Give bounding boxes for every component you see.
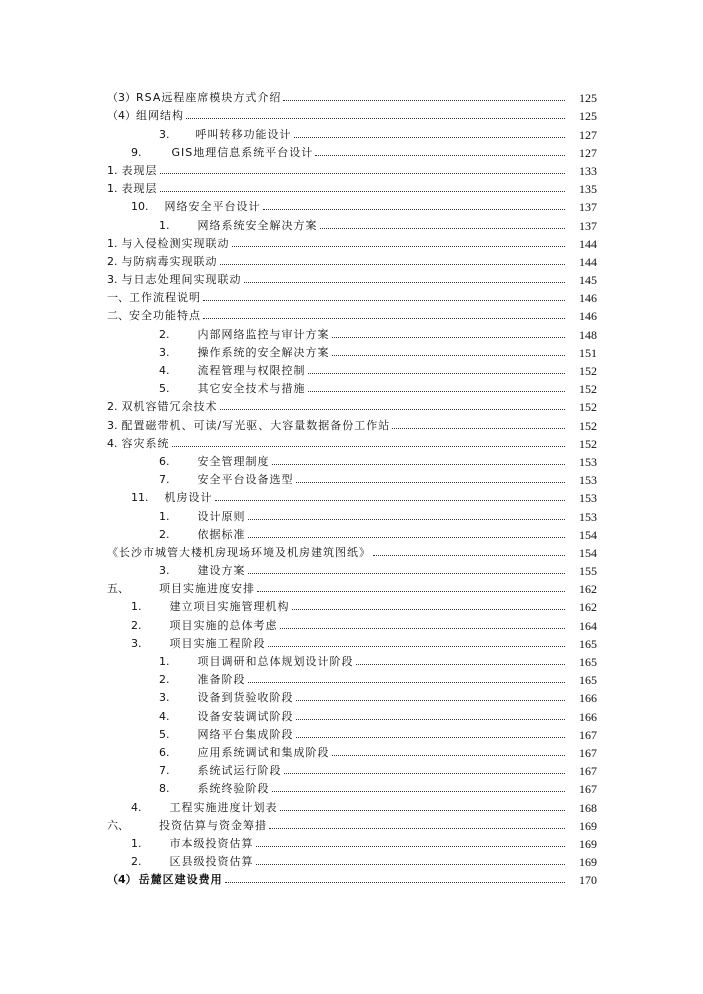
toc-dot-leader bbox=[232, 246, 566, 247]
toc-entry-title: 应用系统调试和集成阶段 bbox=[197, 745, 330, 759]
toc-dot-leader bbox=[296, 700, 566, 701]
toc-entry-lead bbox=[107, 347, 330, 359]
toc-entry-lead bbox=[107, 511, 246, 523]
toc-dot-leader bbox=[269, 828, 565, 829]
toc-entry-lead bbox=[107, 856, 254, 868]
toc-entry-number: 5. bbox=[159, 727, 170, 741]
toc-entry[interactable] bbox=[107, 213, 597, 231]
toc-dot-leader bbox=[172, 446, 566, 447]
toc-entry-lead bbox=[107, 547, 371, 559]
toc-entry-page-number: 125 bbox=[579, 91, 597, 106]
toc-entry-lead bbox=[107, 147, 313, 159]
toc-entry-title: 与入侵检测实现联动 bbox=[121, 236, 230, 250]
toc-entry-page-number: 153 bbox=[579, 454, 597, 469]
toc-dot-leader bbox=[160, 191, 566, 192]
toc-entry-title: 操作系统的安全解决方案 bbox=[197, 345, 330, 359]
toc-entry[interactable] bbox=[107, 686, 597, 704]
toc-entry-number: 6. bbox=[159, 454, 170, 468]
toc-entry-lead bbox=[107, 310, 201, 322]
toc-entry-number: 2. bbox=[159, 673, 170, 687]
toc-entry-title: 表现层 bbox=[121, 182, 158, 196]
toc-entry-title: 设计原则 bbox=[197, 509, 246, 523]
toc-entry-lead bbox=[107, 292, 201, 304]
toc-entry-lead bbox=[107, 110, 184, 122]
toc-entry-title: 建立项目实施管理机构 bbox=[169, 600, 290, 614]
toc-entry-title: 网络系统安全解决方案 bbox=[197, 218, 318, 232]
toc-dot-leader bbox=[244, 282, 566, 283]
toc-dot-leader bbox=[332, 337, 566, 338]
toc-dot-leader bbox=[248, 573, 566, 574]
toc-entry-lead bbox=[107, 692, 294, 704]
toc-entry[interactable] bbox=[107, 141, 597, 159]
toc-entry-title: 配置磁带机、可读/写光驱、大容量数据备份工作站 bbox=[121, 418, 391, 432]
toc-entry-lead bbox=[107, 201, 261, 213]
toc-entry-title: 项目实施工程阶段 bbox=[169, 636, 266, 650]
toc-entry-title: 网络安全平台设计 bbox=[164, 200, 261, 214]
toc-entry-number: 一、 bbox=[107, 291, 129, 305]
toc-entry[interactable] bbox=[107, 232, 597, 250]
toc-entry-title: 流程管理与权限控制 bbox=[197, 364, 306, 377]
toc-dot-leader bbox=[257, 591, 565, 592]
toc-dot-leader bbox=[268, 646, 566, 647]
toc-entry[interactable] bbox=[107, 250, 597, 268]
toc-entry-lead bbox=[107, 802, 278, 814]
toc-entry-lead bbox=[107, 838, 254, 850]
toc-entry-number: （4） bbox=[107, 873, 137, 887]
toc-dot-leader bbox=[332, 755, 566, 756]
toc-dot-leader bbox=[220, 264, 566, 265]
toc-entry[interactable] bbox=[107, 468, 597, 486]
toc-entry[interactable] bbox=[107, 723, 597, 741]
toc-entry-number: 2. bbox=[159, 527, 170, 541]
toc-entry[interactable] bbox=[107, 377, 597, 395]
table-of-contents bbox=[107, 86, 597, 886]
toc-entry[interactable] bbox=[107, 177, 597, 195]
toc-entry[interactable] bbox=[107, 304, 597, 322]
toc-entry-page-number: 146 bbox=[579, 291, 597, 306]
toc-entry-lead bbox=[107, 565, 246, 577]
toc-dot-leader bbox=[203, 318, 565, 319]
toc-entry-number: 1. bbox=[107, 182, 118, 196]
toc-dot-leader bbox=[294, 137, 566, 138]
toc-entry-page-number: 165 bbox=[579, 636, 597, 651]
toc-entry-number: 2. bbox=[131, 618, 142, 632]
toc-entry-title: 项目调研和总体规划设计阶段 bbox=[197, 655, 354, 668]
toc-entry[interactable] bbox=[107, 286, 597, 304]
toc-entry-lead bbox=[107, 420, 390, 432]
toc-entry[interactable] bbox=[107, 814, 597, 832]
toc-dot-leader bbox=[284, 773, 566, 774]
toc-entry-title: 网络平台集成阶段 bbox=[197, 727, 294, 741]
toc-entry-title: 双机容错冗余技术 bbox=[121, 400, 218, 414]
toc-entry-page-number: 151 bbox=[579, 345, 597, 360]
toc-entry-title: 依据标准 bbox=[197, 527, 246, 541]
toc-entry-title: 安全功能特点 bbox=[129, 309, 201, 323]
toc-entry[interactable] bbox=[107, 341, 597, 359]
toc-entry[interactable] bbox=[107, 777, 597, 795]
toc-entry[interactable] bbox=[107, 595, 597, 613]
toc-entry-number: 1. bbox=[159, 655, 170, 668]
toc-entry-title: 系统终验阶段 bbox=[197, 782, 270, 796]
toc-entry-page-number: 148 bbox=[579, 327, 597, 342]
toc-entry[interactable] bbox=[107, 486, 597, 504]
toc-entry[interactable] bbox=[107, 577, 597, 595]
toc-entry-title: GIS地理信息系统平台设计 bbox=[171, 145, 314, 159]
toc-entry-title: 与防病毒实现联动 bbox=[121, 254, 218, 268]
toc-entry[interactable] bbox=[107, 159, 597, 177]
toc-dot-leader bbox=[215, 500, 566, 501]
toc-entry[interactable] bbox=[107, 741, 597, 759]
toc-dot-leader bbox=[332, 355, 566, 356]
toc-entry[interactable] bbox=[107, 104, 597, 122]
toc-entry-page-number: 166 bbox=[579, 709, 597, 724]
toc-entry-page-number: 152 bbox=[579, 418, 597, 433]
toc-dot-leader bbox=[248, 682, 566, 683]
toc-entry[interactable] bbox=[107, 704, 597, 722]
toc-entry-lead bbox=[107, 583, 255, 595]
toc-entry-lead bbox=[107, 820, 267, 832]
toc-entry-title: 准备阶段 bbox=[197, 673, 246, 687]
toc-entry-number: （4） bbox=[107, 109, 136, 123]
toc-entry[interactable] bbox=[107, 322, 597, 340]
toc-entry-page-number: 165 bbox=[579, 673, 597, 688]
toc-entry-page-number: 167 bbox=[579, 764, 597, 779]
toc-entry-page-number: 133 bbox=[579, 163, 597, 178]
toc-entry-lead bbox=[107, 274, 242, 286]
toc-entry[interactable] bbox=[107, 541, 597, 559]
toc-entry-title: 区县级投资估算 bbox=[169, 855, 254, 869]
toc-entry-number: 1. bbox=[107, 163, 118, 177]
toc-entry-lead bbox=[107, 220, 318, 232]
toc-entry-lead bbox=[107, 129, 292, 141]
toc-entry-number: 11. bbox=[131, 491, 149, 505]
toc-entry-page-number: 127 bbox=[579, 127, 597, 142]
toc-entry-title: 设备到货验收阶段 bbox=[197, 691, 294, 705]
toc-entry-page-number: 152 bbox=[579, 400, 597, 415]
toc-entry-page-number: 169 bbox=[579, 855, 597, 870]
toc-dot-leader bbox=[283, 100, 565, 101]
toc-entry[interactable] bbox=[107, 432, 597, 450]
toc-entry[interactable] bbox=[107, 268, 597, 286]
toc-dot-leader bbox=[308, 373, 566, 374]
toc-entry-lead bbox=[107, 401, 218, 413]
toc-entry-lead bbox=[107, 165, 158, 177]
toc-entry-number: 3. bbox=[107, 273, 118, 287]
toc-dot-leader bbox=[220, 409, 566, 410]
toc-entry-number: 4. bbox=[107, 436, 118, 450]
toc-entry-title: 工程实施进度计划表 bbox=[169, 800, 278, 814]
toc-entry-lead bbox=[107, 438, 170, 450]
toc-entry-lead bbox=[107, 601, 290, 613]
toc-entry-page-number: 144 bbox=[579, 236, 597, 251]
toc-entry-number: 6. bbox=[159, 745, 170, 759]
toc-entry-page-number: 144 bbox=[579, 254, 597, 269]
toc-dot-leader bbox=[272, 464, 566, 465]
toc-entry[interactable] bbox=[107, 122, 597, 140]
toc-entry-lead bbox=[107, 729, 294, 741]
toc-entry[interactable] bbox=[107, 395, 597, 413]
toc-entry-lead bbox=[107, 620, 278, 632]
toc-dot-leader bbox=[225, 882, 565, 883]
toc-dot-leader bbox=[308, 391, 566, 392]
toc-entry-page-number: 153 bbox=[579, 491, 597, 506]
toc-dot-leader bbox=[248, 537, 566, 538]
toc-entry-title: 其它安全技术与措施 bbox=[197, 382, 306, 396]
toc-dot-leader bbox=[296, 719, 566, 720]
toc-entry-page-number: 169 bbox=[579, 836, 597, 851]
toc-entry-number: 2. bbox=[159, 327, 170, 341]
toc-dot-leader bbox=[320, 228, 566, 229]
toc-entry-page-number: 167 bbox=[579, 727, 597, 742]
toc-dot-leader bbox=[373, 555, 565, 556]
toc-entry[interactable] bbox=[107, 668, 597, 686]
toc-entry-lead bbox=[107, 874, 223, 886]
toc-entry-title: 内部网络监控与审计方案 bbox=[197, 327, 330, 341]
toc-entry-title: 《长沙市城管大楼机房现场环境及机房建筑图纸》 bbox=[107, 545, 371, 559]
toc-entry-number: 9. bbox=[131, 145, 142, 159]
toc-entry-number: 3. bbox=[159, 127, 170, 141]
toc-entry-page-number: 154 bbox=[579, 527, 597, 542]
toc-entry-page-number: 152 bbox=[579, 436, 597, 451]
toc-entry-page-number: 169 bbox=[579, 818, 597, 833]
toc-entry-lead bbox=[107, 674, 246, 686]
toc-entry-page-number: 166 bbox=[579, 691, 597, 706]
toc-entry[interactable] bbox=[107, 523, 597, 541]
toc-entry-page-number: 165 bbox=[579, 655, 597, 669]
toc-entry-number: 五、 bbox=[107, 582, 129, 596]
toc-entry-lead bbox=[107, 765, 282, 777]
toc-entry-page-number: 137 bbox=[579, 218, 597, 233]
toc-entry-page-number: 153 bbox=[579, 473, 597, 488]
toc-entry-title: 项目实施进度安排 bbox=[159, 582, 255, 596]
toc-entry-title: 建设方案 bbox=[197, 564, 246, 578]
toc-entry[interactable] bbox=[107, 632, 597, 650]
toc-entry-title: 系统试运行阶段 bbox=[197, 764, 282, 778]
toc-entry-title: 安全管理制度 bbox=[197, 454, 270, 468]
toc-dot-leader bbox=[256, 846, 566, 847]
toc-entry-title: RSA远程座席模块方式介绍 bbox=[136, 91, 282, 105]
toc-entry-lead bbox=[107, 711, 294, 723]
toc-entry-page-number: 127 bbox=[579, 145, 597, 160]
toc-dot-leader bbox=[272, 791, 566, 792]
toc-dot-leader bbox=[186, 118, 565, 119]
toc-entry-page-number: 167 bbox=[579, 745, 597, 760]
toc-entry-page-number: 154 bbox=[579, 545, 597, 560]
toc-dot-leader bbox=[296, 482, 566, 483]
toc-entry-number: 5. bbox=[159, 382, 170, 396]
toc-dot-leader bbox=[280, 810, 566, 811]
toc-entry-number: 7. bbox=[159, 473, 170, 487]
toc-entry[interactable] bbox=[107, 86, 597, 104]
toc-entry-page-number: 168 bbox=[579, 800, 597, 815]
toc-dot-leader bbox=[296, 737, 566, 738]
toc-entry-page-number: 162 bbox=[579, 582, 597, 597]
toc-entry-number: 1. bbox=[107, 236, 118, 250]
toc-entry-number: 3. bbox=[159, 691, 170, 705]
toc-entry-lead bbox=[107, 92, 281, 104]
toc-entry-number: （3） bbox=[107, 91, 136, 105]
toc-entry-page-number: 155 bbox=[579, 564, 597, 579]
toc-entry-lead bbox=[107, 656, 354, 668]
toc-entry-number: 2. bbox=[107, 400, 118, 414]
toc-entry-title: 组网结构 bbox=[136, 109, 184, 123]
toc-entry-page-number: 162 bbox=[579, 600, 597, 615]
toc-entry[interactable] bbox=[107, 868, 597, 886]
toc-entry-page-number: 125 bbox=[579, 109, 597, 124]
toc-entry-page-number: 153 bbox=[579, 509, 597, 524]
toc-entry-page-number: 146 bbox=[579, 309, 597, 324]
toc-entry-page-number: 164 bbox=[579, 618, 597, 633]
toc-entry-page-number: 152 bbox=[579, 382, 597, 397]
toc-entry-number: 1. bbox=[159, 218, 170, 232]
toc-entry-number: 4. bbox=[159, 364, 170, 377]
toc-entry-lead bbox=[107, 783, 270, 795]
toc-entry[interactable] bbox=[107, 504, 597, 522]
toc-entry-page-number: 145 bbox=[579, 273, 597, 288]
toc-entry-lead bbox=[107, 529, 246, 541]
toc-entry-number: 3. bbox=[159, 564, 170, 578]
toc-entry-number: 4. bbox=[131, 800, 142, 814]
toc-entry-number: 1. bbox=[131, 836, 142, 850]
toc-entry[interactable] bbox=[107, 359, 597, 377]
toc-dot-leader bbox=[315, 155, 565, 156]
toc-entry-number: 3. bbox=[159, 345, 170, 359]
toc-entry-lead bbox=[107, 456, 270, 468]
toc-entry-title: 设备安装调试阶段 bbox=[197, 709, 294, 723]
toc-entry-title: 容灾系统 bbox=[121, 436, 170, 450]
toc-entry-number: 8. bbox=[159, 782, 170, 796]
toc-entry[interactable] bbox=[107, 650, 597, 668]
toc-entry[interactable] bbox=[107, 832, 597, 850]
toc-entry-number: 1. bbox=[159, 509, 170, 523]
toc-entry-title: 岳麓区建设费用 bbox=[138, 873, 223, 887]
toc-entry-page-number: 137 bbox=[579, 200, 597, 215]
toc-entry-title: 工作流程说明 bbox=[129, 291, 201, 305]
toc-entry-lead bbox=[107, 256, 218, 268]
toc-entry-number: 10. bbox=[131, 200, 149, 214]
toc-dot-leader bbox=[280, 628, 566, 629]
toc-entry-page-number: 152 bbox=[579, 364, 597, 378]
toc-dot-leader bbox=[392, 428, 565, 429]
toc-entry[interactable] bbox=[107, 450, 597, 468]
toc-entry-number: 六、 bbox=[107, 818, 129, 832]
toc-entry-lead bbox=[107, 329, 330, 341]
toc-entry-lead bbox=[107, 183, 158, 195]
toc-entry[interactable] bbox=[107, 195, 597, 213]
toc-entry-title: 表现层 bbox=[121, 163, 158, 177]
toc-dot-leader bbox=[256, 864, 566, 865]
toc-entry-page-number: 170 bbox=[579, 873, 597, 888]
toc-dot-leader bbox=[248, 519, 566, 520]
toc-entry-lead bbox=[107, 492, 213, 504]
toc-entry-title: 安全平台设备选型 bbox=[197, 473, 294, 487]
toc-entry-lead bbox=[107, 383, 306, 395]
toc-dot-leader bbox=[356, 664, 566, 665]
toc-entry[interactable] bbox=[107, 850, 597, 868]
toc-dot-leader bbox=[203, 300, 565, 301]
toc-entry-title: 投资估算与资金筹措 bbox=[159, 818, 267, 832]
toc-entry-lead bbox=[107, 474, 294, 486]
toc-entry-number: 2. bbox=[107, 254, 118, 268]
toc-entry[interactable] bbox=[107, 613, 597, 631]
toc-entry-number: 2. bbox=[131, 855, 142, 869]
toc-entry-lead bbox=[107, 365, 306, 377]
toc-entry-number: 二、 bbox=[107, 309, 129, 323]
toc-entry-page-number: 135 bbox=[579, 182, 597, 197]
toc-entry-number: 4. bbox=[159, 709, 170, 723]
toc-entry-lead bbox=[107, 238, 230, 250]
toc-entry[interactable] bbox=[107, 559, 597, 577]
toc-entry-lead bbox=[107, 747, 330, 759]
toc-entry-number: 3. bbox=[107, 418, 118, 432]
toc-entry-number: 3. bbox=[131, 636, 142, 650]
toc-entry[interactable] bbox=[107, 759, 597, 777]
toc-entry[interactable] bbox=[107, 795, 597, 813]
toc-entry-number: 1. bbox=[131, 600, 142, 614]
toc-entry-number: 7. bbox=[159, 764, 170, 778]
toc-dot-leader bbox=[263, 209, 566, 210]
toc-entry-title: 机房设计 bbox=[164, 491, 213, 505]
toc-entry-title: 市本级投资估算 bbox=[169, 836, 254, 850]
toc-entry-lead bbox=[107, 638, 266, 650]
toc-entry-title: 呼叫转移功能设计 bbox=[195, 127, 292, 141]
toc-dot-leader bbox=[160, 173, 566, 174]
toc-entry[interactable] bbox=[107, 413, 597, 431]
toc-dot-leader bbox=[292, 609, 566, 610]
toc-entry-title: 项目实施的总体考虑 bbox=[169, 618, 278, 632]
toc-entry-title: 与日志处理间实现联动 bbox=[121, 273, 242, 287]
toc-entry-page-number: 167 bbox=[579, 782, 597, 797]
